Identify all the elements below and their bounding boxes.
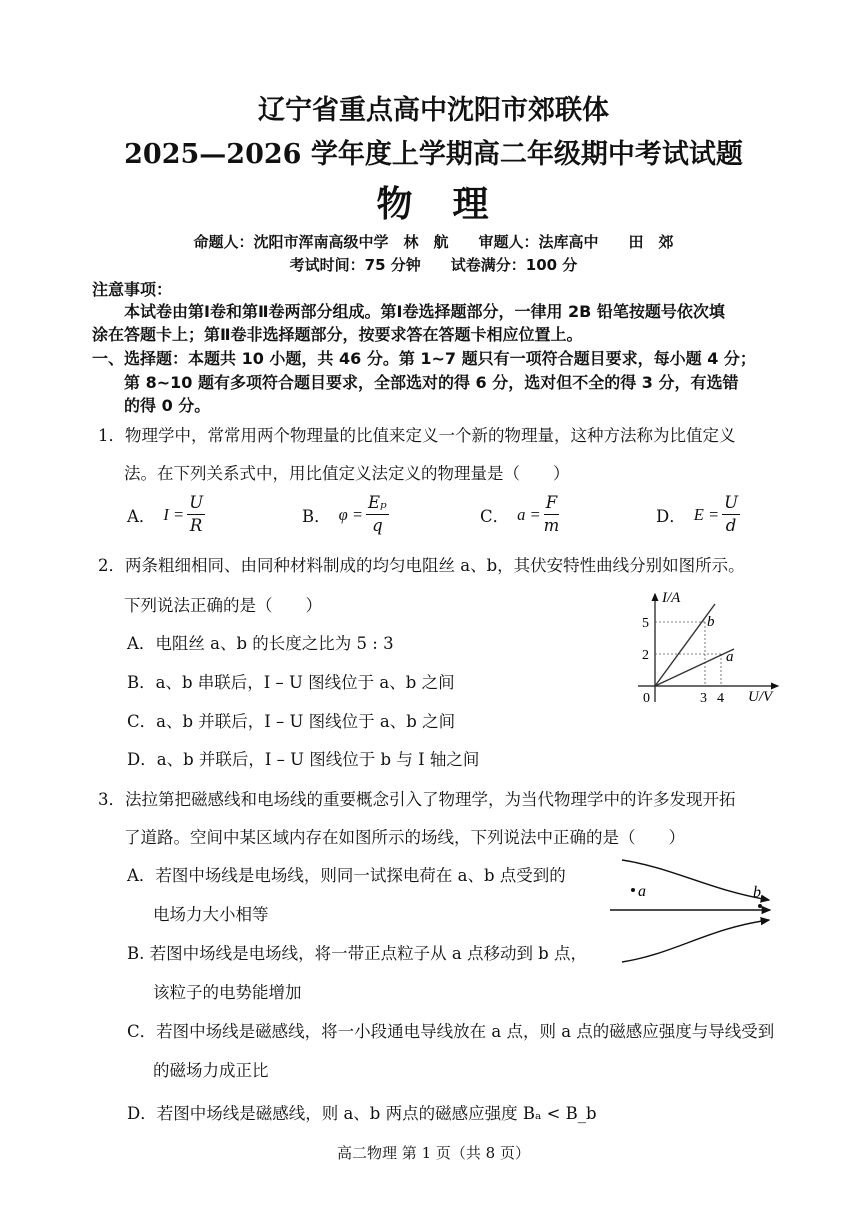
fraction (366, 492, 389, 537)
exam-title-line1: 辽宁省重点高中沈阳市郊联体 (258, 95, 609, 126)
section-heading: 第 8~10 题有多项符合题目要求，全部选对的得 6 分，选对但不全的得 3 分，有选错 (124, 373, 739, 392)
field-line-bottom (622, 920, 769, 962)
point-b-dot (758, 904, 762, 908)
question-3-text: 了道路。空间中某区域内存在如图所示的场线，下列说法中正确的是（ ） (124, 828, 685, 847)
q1-option-a (127, 492, 205, 537)
q3-option-b: 该粒子的电势能增加 (153, 983, 302, 1002)
authors-line: 命题人：沈阳市浑南高级中学 林 航 审题人：法库高中 田 郊 (193, 233, 674, 251)
x-tick-label: 4 (717, 691, 724, 706)
notice-line: 涂在答题卡上；第Ⅱ卷非选择题部分，按要求答在答题卡相应位置上。 (92, 325, 583, 344)
numerator: U (722, 492, 740, 515)
section-heading: 一、选择题：本题共 10 小题，共 46 分。第 1~7 题只有一项符合题目要求，每小题 4 分； (92, 349, 756, 368)
denominator: R (189, 516, 203, 535)
question-3-text: 3．法拉第把磁感线和电场线的重要概念引入了物理学，为当代物理学中的许多发现开拓 (98, 790, 736, 809)
q2-option-b: B．a、b 串联后，I – U 图线位于 a、b 之间 (127, 673, 455, 692)
page-footer: 高二物理 第 1 页（共 8 页） (337, 1144, 530, 1162)
y-axis-label: I/A (662, 590, 681, 606)
point-a-dot (631, 888, 635, 892)
origin-label: 0 (643, 691, 650, 706)
line-a-label: a (726, 649, 734, 665)
formula-lhs: I = (163, 504, 185, 524)
line-a (655, 649, 734, 686)
line-b (655, 604, 715, 686)
denominator: d (725, 516, 737, 535)
option-label: B． (302, 506, 331, 526)
question-2-text: 2．两条粗细相同、由同种材料制成的均匀电阻丝 a、b，其伏安特性曲线分别如图所示。 (98, 556, 745, 575)
denominator: q (372, 516, 383, 535)
subject-title: 物 理 (376, 183, 491, 225)
q1-option-d (656, 492, 740, 537)
section-heading: 的得 0 分。 (124, 396, 211, 415)
fraction (187, 492, 205, 537)
option-label: C． (480, 506, 510, 526)
q3-option-a: A．若图中场线是电场线，则同一试探电荷在 a、b 点受到的 (127, 866, 566, 885)
option-label: A． (127, 506, 156, 526)
denominator: m (543, 516, 560, 535)
question-1-text: 1．物理学中，常常用两个物理量的比值来定义一个新的物理量，这种方法称为比值定义 (98, 426, 736, 445)
q3-option-d: D．若图中场线是磁感线，则 a、b 两点的磁感应强度 Bₐ < B_b (127, 1104, 597, 1123)
question-2-text: 下列说法正确的是（ ） (124, 596, 322, 615)
notice-line: 本试卷由第Ⅰ卷和第Ⅱ卷两部分组成。第Ⅰ卷选择题部分，一律用 2B 铅笔按题号依次填 (124, 302, 725, 321)
q3-option-a: 电场力大小相等 (153, 905, 269, 924)
numerator: Eₚ (366, 492, 389, 515)
numerator: F (544, 492, 559, 515)
q3-option-c: C．若图中场线是磁感线，将一小段通电导线放在 a 点，则 a 点的磁感应强度与导线受到 (127, 1022, 775, 1041)
q1-option-c (480, 492, 559, 537)
point-a-label: a (638, 883, 646, 900)
iu-graph (628, 586, 788, 708)
q2-option-a: A．电阻丝 a、b 的长度之比为 5 : 3 (127, 634, 394, 653)
q1-option-b (302, 492, 389, 537)
notice-heading: 注意事项： (92, 280, 173, 299)
fraction (544, 492, 560, 537)
point-b-label: b (753, 884, 761, 901)
formula-lhs: a = (517, 504, 541, 524)
y-tick-label: 5 (642, 616, 649, 631)
q2-option-c: C．a、b 并联后，I – U 图线位于 a、b 之间 (127, 712, 456, 731)
fraction (722, 492, 740, 537)
numerator: U (187, 492, 205, 515)
x-axis-label: U/V (748, 689, 773, 705)
q2-option-d: D．a、b 并联后，I – U 图线位于 b 与 I 轴之间 (127, 750, 480, 769)
line-b-label: b (707, 614, 715, 630)
question-1-text: 法。在下列关系式中，用比值定义法定义的物理量是（ ） (124, 464, 570, 483)
field-lines-figure (604, 850, 774, 968)
option-label: D． (656, 506, 686, 526)
exam-info: 考试时间：75 分钟 试卷满分：100 分 (289, 256, 578, 274)
q3-option-c: 的磁场力成正比 (153, 1061, 269, 1080)
exam-title-line2: 2025—2026 学年度上学期高二年级期中考试试题 (124, 139, 743, 170)
q3-option-b: B. 若图中场线是电场线，将一带正点粒子从 a 点移动到 b 点， (127, 944, 587, 963)
x-tick-label: 3 (700, 691, 707, 706)
y-tick-label: 2 (642, 648, 649, 663)
formula-lhs: E = (693, 504, 720, 524)
formula-lhs: φ = (338, 504, 364, 524)
